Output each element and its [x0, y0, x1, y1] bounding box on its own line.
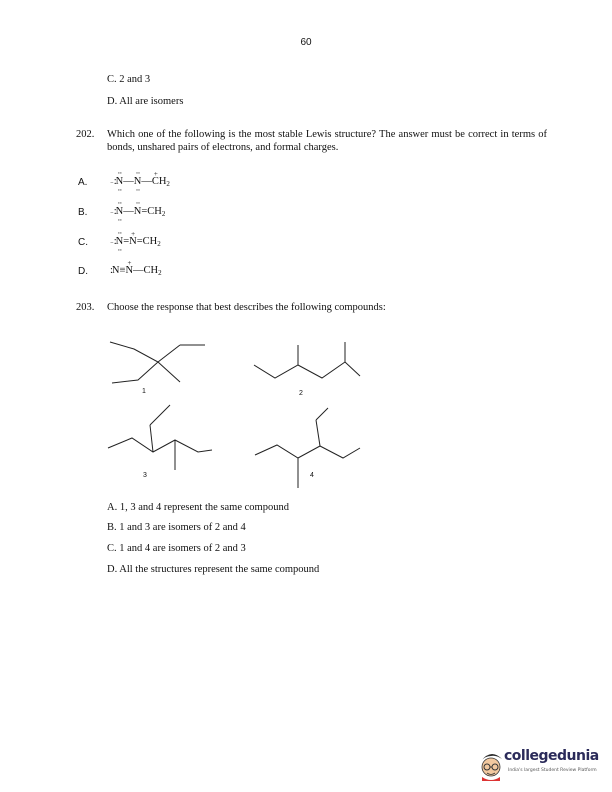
q203-option-d: D. All the structures represent the same compound [107, 564, 320, 575]
question-202-number: 202. [76, 129, 95, 140]
logo-wordmark: collegedunia [504, 748, 599, 764]
q202-option-c-letter: C. [78, 237, 88, 248]
structure-3-label: 3 [143, 472, 147, 479]
q202-option-a-letter: A. [78, 177, 88, 188]
structure-4-branch-c [316, 408, 328, 420]
structure-1-label: 1 [142, 388, 146, 395]
q202-option-d-structure: :N≡N + —CH2 [110, 259, 162, 277]
structure-4-chain [255, 445, 360, 458]
structure-2-label: 2 [299, 390, 303, 397]
question-202-text: Which one of the following is the most stable Lewis structure? The answer must be correct in terms of bonds, unshared pairs of electrons, and formal charges. [107, 129, 547, 153]
q202-option-a-structure: ⁻:·· N ··—·· N ··—C + H2 [110, 176, 170, 187]
question-203-number: 203. [76, 302, 95, 313]
q203-option-b: B. 1 and 3 are isomers of 2 and 4 [107, 522, 246, 533]
student-mascot-icon [478, 747, 506, 781]
q202-option-d-letter: D. [78, 266, 88, 277]
q202-option-b-letter: B. [78, 207, 88, 218]
q202-option-b-structure: ⁻:·· N ··—·· N=CH2 [110, 206, 165, 217]
q202-option-c-structure: ⁻:·· N ··=N + =CH2 [110, 236, 161, 247]
q203-option-c: C. 1 and 4 are isomers of 2 and 3 [107, 543, 246, 554]
structure-4-branch-b [316, 420, 320, 446]
prev-option-d: D. All are isomers [107, 96, 184, 107]
logo-tagline: India's largest Student Review Platform [508, 768, 597, 773]
page-number: 60 [300, 37, 312, 48]
prev-option-c: C. 2 and 3 [107, 74, 151, 85]
structure-4-label: 4 [310, 472, 314, 479]
q203-option-a: A. 1, 3 and 4 represent the same compound [107, 502, 289, 513]
question-203-text: Choose the response that best describes the following compounds: [107, 302, 386, 313]
collegedunia-logo[interactable] [478, 745, 603, 785]
